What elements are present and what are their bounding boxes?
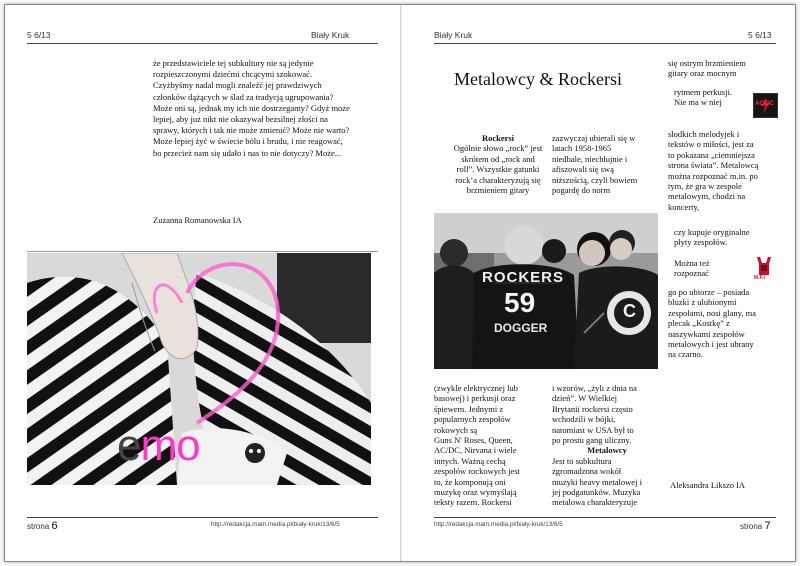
text-line: metalowa charakteryzuje <box>552 497 638 508</box>
text-line: metalowym, chodzi na <box>668 191 746 202</box>
text-line: Może lepiej żyć w świecie bólu i brudu, i nie reagować, <box>153 136 343 147</box>
text-line: niedbale, niechlujnie i <box>552 153 628 164</box>
text-line: popularnych zespołów <box>434 414 511 425</box>
text-line: że przedstawiciele tej subkultury nie są jedynie <box>153 58 314 68</box>
left-article-paragraph <box>153 58 375 159</box>
text-line: dzień”. W Wielkiej <box>552 393 618 404</box>
text-line: rokowych są <box>434 424 478 435</box>
text-line: skrótem od „rock and <box>461 153 535 164</box>
right-footer-url[interactable]: http://redakcja.mam.media.pl/biały-kruk/13/6/5 <box>434 521 563 528</box>
emo-caption <box>117 421 200 471</box>
text-line: roll”. Wszystkie gatunki <box>456 164 540 175</box>
text-line: (zwykle elektrycznej lub <box>434 383 519 393</box>
article-title: Metalowcy & Rockersi <box>454 69 622 89</box>
text-line: plecak „Kostkę” z <box>668 318 730 329</box>
text-line: muzykę oraz wymyślają <box>434 487 517 498</box>
text-line: sprawy, których i tak nie może zmienić? Może nie warto? <box>153 125 350 136</box>
text-line: to pokazana „ciemniejsza <box>668 149 755 160</box>
text-line: zespołami, nosi glany, ma <box>668 307 756 318</box>
text-line: go po ubiorze – posiada <box>668 287 750 297</box>
footer-page-number: 6 <box>51 520 58 532</box>
text-line: rytmem perkusji. <box>674 87 733 97</box>
right-page-number-header: 5 6/13 <box>748 30 772 40</box>
col3-c-text <box>674 227 779 248</box>
emo-caption-mo: mo <box>140 421 200 470</box>
emo-photo <box>27 253 371 485</box>
text-line: członków dążących w ślad za tradycją ugrupowania? <box>153 91 334 102</box>
text-line: Czyżbyśmy nadal mogli znaleźć jej prawdziwych <box>153 80 322 91</box>
metal-band-logo <box>752 255 776 283</box>
col2-bottom-text <box>552 383 662 508</box>
jacket-text: ROCKERS <box>482 269 565 286</box>
text-line: natomiast w USA był to <box>552 424 634 435</box>
text-line: można rozpoznać m.in. po <box>668 170 758 181</box>
footer-label: strona <box>27 522 50 531</box>
text-line: bluzki z ulubionymi <box>668 297 737 308</box>
text-line: Ogólnie słowo „rock” jest <box>453 143 543 154</box>
acdc-logo-text: AC/DC <box>755 101 774 107</box>
text-line: tekstów o miłości, jest za <box>668 139 754 150</box>
col3-top-text <box>668 58 780 79</box>
text-line: rock’a charakteryzują się <box>455 174 541 185</box>
left-page-number-header: 5 6/13 <box>27 30 51 40</box>
text-line: rozpieszczonymi dziećmi chcącymi szokować. <box>153 69 313 80</box>
text-line: afiszowali się swą <box>552 164 614 175</box>
text-line: Można też <box>674 258 710 268</box>
text-line: pogardę do norm <box>552 185 611 196</box>
magazine-spread <box>4 4 796 562</box>
text-line: koncerty, <box>668 201 700 212</box>
text-line: śpiewem. Jednymi z <box>434 403 504 414</box>
col3-a-text <box>674 87 754 108</box>
text-line: się ostrym brzmieniem <box>668 58 746 68</box>
text-line: muzyki heavy metalowej i <box>552 476 642 487</box>
right-magazine-title: Biały Kruk <box>434 30 473 40</box>
text-line: płyty zespołów. <box>674 237 728 248</box>
text-line: jej podgatunków. Muzyka <box>552 487 641 498</box>
photo-top-rule <box>27 251 378 252</box>
left-footer-url[interactable]: http://redakcja.mam.media.pl/biały-kruk/13/6/5 <box>211 521 340 528</box>
text-line: zazwyczaj ubierali się w <box>552 133 636 143</box>
col3-e-text <box>668 287 780 360</box>
text-line: bo przecież nam się udało i nas to nie dotyczy? Może... <box>153 147 342 158</box>
jacket-patch-letter: C <box>623 301 636 321</box>
text-line: Może oni są, jednak my ich nie dostrzegamy? Gdyż może <box>153 102 350 113</box>
text-line: po prostu gang uliczny. <box>552 435 632 446</box>
text-line: Brytanii rockersi często <box>552 403 633 414</box>
text-line: gitary oraz mocnym <box>668 68 737 79</box>
text-line: innych. Ważną cechą <box>434 455 506 466</box>
text-line: latach 1958-1965 <box>552 143 612 154</box>
text-line: lepiej, aby już nikt nie okazywał bezsilnej złości na <box>153 114 328 125</box>
col1-bottom-text <box>434 383 544 508</box>
footer-label: strona <box>740 522 763 531</box>
right-article-author: Aleksandra Likszo IA <box>670 480 746 490</box>
emo-caption-e: e <box>117 421 141 470</box>
text-line: naszywkami zespołów <box>668 328 745 339</box>
left-header-rule <box>27 43 378 44</box>
text-line: niższością, czyli bowiem <box>552 174 638 185</box>
left-footer-page-label <box>27 520 58 532</box>
text-line: Nie ma w niej <box>674 97 722 108</box>
left-magazine-title: Biały Kruk <box>311 30 350 40</box>
acdc-logo <box>753 93 778 118</box>
text-line: wchodzili w bójki, <box>552 414 616 425</box>
text-line: zgromadzona wokół <box>552 466 622 477</box>
footer-page-number: 7 <box>764 520 771 532</box>
text-line: słodkich melodyjek i <box>668 129 740 139</box>
col3-d-text <box>674 258 744 279</box>
text-line: Guns N' Roses, Queen, <box>434 435 513 446</box>
left-footer-rule <box>27 517 378 518</box>
text-line: brzmieniem gitary <box>466 185 530 196</box>
text-line: czy kupuje oryginalne <box>674 227 750 237</box>
text-line: strona świata”. Metalowcą <box>668 160 759 171</box>
right-page <box>402 5 795 561</box>
text-line: rozpoznać <box>674 268 709 279</box>
rockers-photo <box>434 213 658 369</box>
right-footer-page-label <box>740 520 771 532</box>
text-line: tym, że gra w zespole <box>668 181 742 192</box>
right-footer-rule <box>434 517 776 518</box>
text-line: Jest to subkultura <box>552 455 612 466</box>
text-line: basowej) i perkusji oraz <box>434 393 516 404</box>
col2-top-text <box>552 133 660 195</box>
jacket-number: 59 <box>504 287 536 318</box>
metal-logo-text: M.F.I <box>754 275 765 281</box>
col1-top-text <box>444 133 552 195</box>
right-header-rule <box>434 43 776 44</box>
left-article-author: Zuzanna Romanowska IA <box>153 215 242 225</box>
rockers-photo-illustration <box>434 213 658 369</box>
text-line: i wzorów, „żyli z dnia na <box>552 383 637 393</box>
text-line: na czarno. <box>668 349 703 360</box>
text-line: AC/DC, Nirvana i wiele <box>434 445 517 456</box>
text-line: metalowych i jest ubrany <box>668 339 754 350</box>
text-line: teksty razem. Rockersi <box>434 497 512 508</box>
text-line: to, że komponują oni <box>434 476 506 487</box>
text-line: zespołów rockowych jest <box>434 466 520 477</box>
devil-horns-icon <box>752 255 776 277</box>
jacket-bottom-text: DOGGER <box>494 321 548 335</box>
col3-b-text <box>668 129 780 212</box>
subheading-metalowcy: Metalowcy <box>587 445 627 456</box>
subheading-rockersi: Rockersi <box>481 133 515 143</box>
left-page <box>5 5 400 561</box>
